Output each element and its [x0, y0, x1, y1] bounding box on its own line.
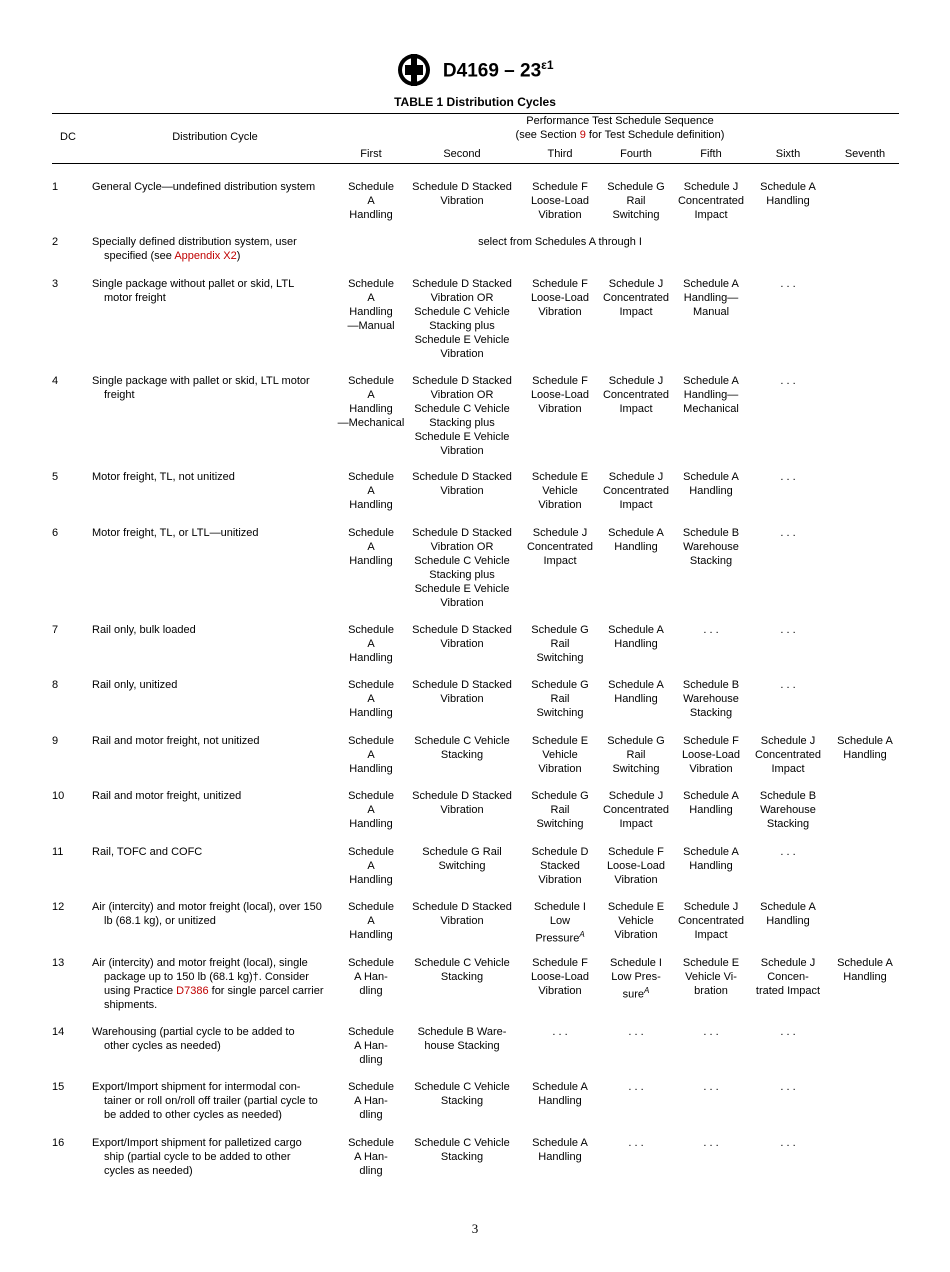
- schedule-cell-third: Schedule G Rail Switching: [531, 624, 589, 664]
- dc-number: 6: [52, 527, 59, 539]
- schedule-cell-third: Schedule F Loose-Load Vibration: [530, 181, 590, 221]
- schedule-cell-sixth: Schedule J Concentrated Impact: [754, 735, 822, 775]
- schedule-cell-third: Schedule G Rail Switching: [531, 790, 589, 830]
- page-number: 3: [471, 1221, 479, 1236]
- schedule-cell-sixth: Schedule A Handling: [760, 181, 816, 207]
- schedule-cell-fourth: Schedule I Low Pres- sure$^A$: [610, 957, 662, 1001]
- col-header-fourth: Fourth: [620, 148, 652, 160]
- page-header: [0, 52, 950, 88]
- cycle-description: Rail, TOFC and COFC: [92, 846, 203, 858]
- schedule-cell-sixth: Schedule A Handling: [760, 901, 816, 927]
- schedule-cell-third: Schedule E Vehicle Vibration: [531, 735, 589, 775]
- schedule-cell-first: Schedule A Handling: [348, 471, 394, 511]
- schedule-cell-sixth: . . .: [780, 471, 796, 483]
- dc-number: 1: [52, 181, 59, 193]
- col-header-first: First: [360, 148, 382, 160]
- dc-number: 2: [52, 236, 59, 248]
- schedule-cell-second: Schedule D Stacked Vibration OR Schedule C Vehicle Stacking plus Schedule E Vehicle Vibration: [412, 527, 512, 609]
- schedule-cell-first: Schedule A Handling: [348, 735, 394, 775]
- schedule-cell-first: Schedule A Handling —Mechanical: [337, 375, 405, 429]
- schedule-cell-fourth: . . .: [628, 1081, 644, 1093]
- schedule-cell-fourth: Schedule A Handling: [608, 527, 664, 553]
- schedule-cell-third: Schedule I Low Pressure$^A$: [534, 901, 586, 945]
- schedule-cell-third: Schedule D Stacked Vibration: [531, 846, 589, 886]
- standard-designation: $D4169 - 23^{\varepsilon 1}$: [442, 57, 554, 82]
- astm-logo-icon: [396, 52, 432, 88]
- schedule-cell-third: Schedule F Loose-Load Vibration: [530, 278, 590, 318]
- schedule-cell-third: Schedule A Handling: [532, 1081, 588, 1107]
- schedule-cell-second: Schedule G Rail Switching: [422, 846, 502, 872]
- dc-number: 4: [52, 375, 59, 387]
- schedule-cell-sixth: Schedule B Warehouse Stacking: [759, 790, 817, 830]
- col-header-second: Second: [443, 148, 481, 160]
- schedule-cell-fourth: Schedule F Loose-Load Vibration: [606, 846, 666, 886]
- schedule-cell-fourth: Schedule G Rail Switching: [607, 735, 665, 775]
- schedule-cell-fifth: . . .: [703, 1081, 719, 1093]
- schedule-cell-fifth: Schedule A Handling— Manual: [683, 278, 739, 318]
- schedule-cell-fifth: Schedule A Handling: [683, 846, 739, 872]
- schedule-cell-fifth: Schedule J Concentrated Impact: [677, 901, 745, 941]
- schedule-cell-second: Schedule D Stacked Vibration: [412, 679, 512, 705]
- schedule-span-note: select from Schedules A through I: [478, 236, 642, 248]
- cycle-description: Specially defined distribution system, user specified (see Appendix X2): [92, 236, 297, 262]
- schedule-cell-third: Schedule E Vehicle Vibration: [531, 471, 589, 511]
- schedule-cell-sixth: . . .: [780, 1026, 796, 1038]
- schedule-cell-first: Schedule A Handling —Manual: [347, 278, 395, 332]
- dc-number: 9: [52, 735, 59, 747]
- schedule-cell-second: Schedule D Stacked Vibration OR Schedule C Vehicle Stacking plus Schedule E Vehicle Vibration: [412, 375, 512, 457]
- cycle-description: Export/Import shipment for palletized cargo ship (partial cycle to be added to other cycles as needed): [92, 1137, 302, 1177]
- dc-number: 3: [52, 278, 59, 290]
- schedule-cell-second: Schedule C Vehicle Stacking: [414, 957, 510, 983]
- section-9-link[interactable]: 9: [579, 129, 586, 141]
- schedule-cell-sixth: . . .: [780, 624, 796, 636]
- schedule-cell-first: Schedule A Han- dling: [348, 1137, 394, 1177]
- schedule-cell-fourth: Schedule A Handling: [608, 679, 664, 705]
- dc-number: 7: [52, 624, 59, 636]
- schedule-cell-fifth: Schedule F Loose-Load Vibration: [681, 735, 741, 775]
- schedule-cell-fourth: Schedule G Rail Switching: [607, 181, 665, 221]
- dc-number: 13: [52, 957, 65, 969]
- schedule-cell-third: Schedule A Handling: [532, 1137, 588, 1163]
- cycle-description: Export/Import shipment for intermodal con- tainer or roll on/roll off trailer (partial cycle to be added to other cycles as needed): [92, 1081, 318, 1121]
- cycle-description: Air (intercity) and motor freight (local), over 150 lb (68.1 kg), or unitized: [92, 901, 322, 927]
- schedule-cell-fifth: . . .: [703, 1026, 719, 1038]
- schedule-cell-sixth: . . .: [780, 679, 796, 691]
- schedule-cell-third: Schedule F Loose-Load Vibration: [530, 375, 590, 415]
- cycle-description: Rail only, unitized: [92, 679, 178, 691]
- schedule-cell-sixth: . . .: [780, 527, 796, 539]
- schedule-cell-sixth: . . .: [780, 1137, 796, 1149]
- cycle-description: Warehousing (partial cycle to be added to other cycles as needed): [92, 1026, 295, 1052]
- schedule-cell-sixth: . . .: [780, 375, 796, 387]
- schedule-cell-first: Schedule A Handling: [348, 901, 394, 941]
- schedule-cell-fifth: Schedule A Handling— Mechanical: [683, 375, 739, 415]
- schedule-cell-second: Schedule D Stacked Vibration: [412, 624, 512, 650]
- schedule-cell-sixth: . . .: [780, 278, 796, 290]
- cycle-description: Single package without pallet or skid, LTL motor freight: [92, 278, 295, 304]
- cycle-description: Motor freight, TL, or LTL—unitized: [92, 527, 259, 539]
- schedule-cell-second: Schedule B Ware- house Stacking: [417, 1026, 507, 1052]
- table-header-rule: [52, 163, 899, 164]
- schedule-cell-sixth: . . .: [780, 846, 796, 858]
- schedule-cell-third: . . .: [552, 1026, 568, 1038]
- col-header-sixth: Sixth: [775, 148, 801, 160]
- schedule-cell-fifth: Schedule A Handling: [683, 790, 739, 816]
- schedule-cell-first: Schedule A Handling: [348, 790, 394, 830]
- schedule-cell-second: Schedule D Stacked Vibration: [412, 471, 512, 497]
- col-header-third: Third: [547, 148, 573, 160]
- dc-number: 8: [52, 679, 59, 691]
- dc-number: 16: [52, 1137, 65, 1149]
- schedule-cell-seventh: Schedule A Handling: [837, 735, 893, 761]
- schedule-cell-fifth: Schedule E Vehicle Vi- bration: [682, 957, 740, 997]
- schedule-cell-first: Schedule A Han- dling: [348, 1081, 394, 1121]
- col-group-header: Performance Test Schedule Sequence (see Section 9 for Test Schedule definition): [515, 115, 725, 141]
- schedule-cell-fifth: Schedule B Warehouse Stacking: [682, 679, 740, 719]
- schedule-cell-fourth: Schedule J Concentrated Impact: [602, 278, 670, 318]
- schedule-cell-fourth: . . .: [628, 1137, 644, 1149]
- schedule-cell-second: Schedule D Stacked Vibration: [412, 181, 512, 207]
- schedule-cell-third: Schedule J Concentrated Impact: [526, 527, 594, 567]
- schedule-cell-fifth: . . .: [703, 624, 719, 636]
- dc-number: 10: [52, 790, 65, 802]
- schedule-cell-fifth: Schedule A Handling: [683, 471, 739, 497]
- col-header-cycle: Distribution Cycle: [172, 131, 258, 143]
- table-title: TABLE 1 Distribution Cycles: [394, 95, 556, 109]
- schedule-cell-second: Schedule C Vehicle Stacking: [414, 1137, 510, 1163]
- schedule-cell-first: Schedule A Handling: [348, 624, 394, 664]
- schedule-cell-sixth: Schedule J Concen- trated Impact: [755, 957, 821, 997]
- schedule-cell-fourth: Schedule J Concentrated Impact: [602, 790, 670, 830]
- col-header-seventh: Seventh: [844, 148, 886, 160]
- schedule-cell-first: Schedule A Handling: [348, 527, 394, 567]
- schedule-cell-second: Schedule D Stacked Vibration: [412, 901, 512, 927]
- cycle-description: Rail and motor freight, unitized: [92, 790, 242, 802]
- schedule-cell-second: Schedule C Vehicle Stacking: [414, 735, 510, 761]
- cycle-description: Motor freight, TL, not unitized: [92, 471, 235, 483]
- schedule-cell-fourth: . . .: [628, 1026, 644, 1038]
- dc-number: 5: [52, 471, 59, 483]
- schedule-cell-sixth: . . .: [780, 1081, 796, 1093]
- schedule-cell-third: Schedule G Rail Switching: [531, 679, 589, 719]
- schedule-cell-fourth: Schedule E Vehicle Vibration: [607, 901, 665, 941]
- schedule-cell-second: Schedule C Vehicle Stacking: [414, 1081, 510, 1107]
- schedule-cell-seventh: Schedule A Handling: [837, 957, 893, 983]
- dc-number: 11: [52, 846, 64, 858]
- schedule-cell-first: Schedule A Handling: [348, 679, 394, 719]
- schedule-cell-first: Schedule A Han- dling: [348, 1026, 394, 1066]
- schedule-cell-first: Schedule A Han- dling: [348, 957, 394, 997]
- schedule-cell-first: Schedule A Handling: [348, 181, 394, 221]
- cycle-description: Rail and motor freight, not unitized: [92, 735, 260, 747]
- cycle-description: General Cycle—undefined distribution system: [92, 181, 316, 193]
- dc-number: 15: [52, 1081, 65, 1093]
- dc-number: 14: [52, 1026, 65, 1038]
- schedule-cell-fifth: Schedule B Warehouse Stacking: [682, 527, 740, 567]
- schedule-cell-fifth: Schedule J Concentrated Impact: [677, 181, 745, 221]
- reference-link[interactable]: D7386: [176, 985, 209, 997]
- cycle-description: Single package with pallet or skid, LTL motor freight: [92, 375, 310, 401]
- cycle-description: Rail only, bulk loaded: [92, 624, 196, 636]
- schedule-cell-third: Schedule F Loose-Load Vibration: [530, 957, 590, 997]
- cycle-description: Air (intercity) and motor freight (local), single package up to 150 lb (68.1 kg)†. Consider using Practice D7386 for single parcel carrier shipments.: [92, 957, 324, 1011]
- reference-link[interactable]: Appendix X2: [174, 250, 237, 262]
- schedule-cell-fourth: Schedule J Concentrated Impact: [602, 375, 670, 415]
- schedule-cell-fifth: . . .: [703, 1137, 719, 1149]
- schedule-cell-fourth: Schedule J Concentrated Impact: [602, 471, 670, 511]
- dc-number: 12: [52, 901, 65, 913]
- col-header-dc: DC: [60, 131, 76, 143]
- schedule-cell-second: Schedule D Stacked Vibration OR Schedule C Vehicle Stacking plus Schedule E Vehicle Vibration: [412, 278, 512, 360]
- schedule-cell-first: Schedule A Handling: [348, 846, 394, 886]
- col-header-fifth: Fifth: [700, 148, 722, 160]
- schedule-cell-second: Schedule D Stacked Vibration: [412, 790, 512, 816]
- schedule-cell-fourth: Schedule A Handling: [608, 624, 664, 650]
